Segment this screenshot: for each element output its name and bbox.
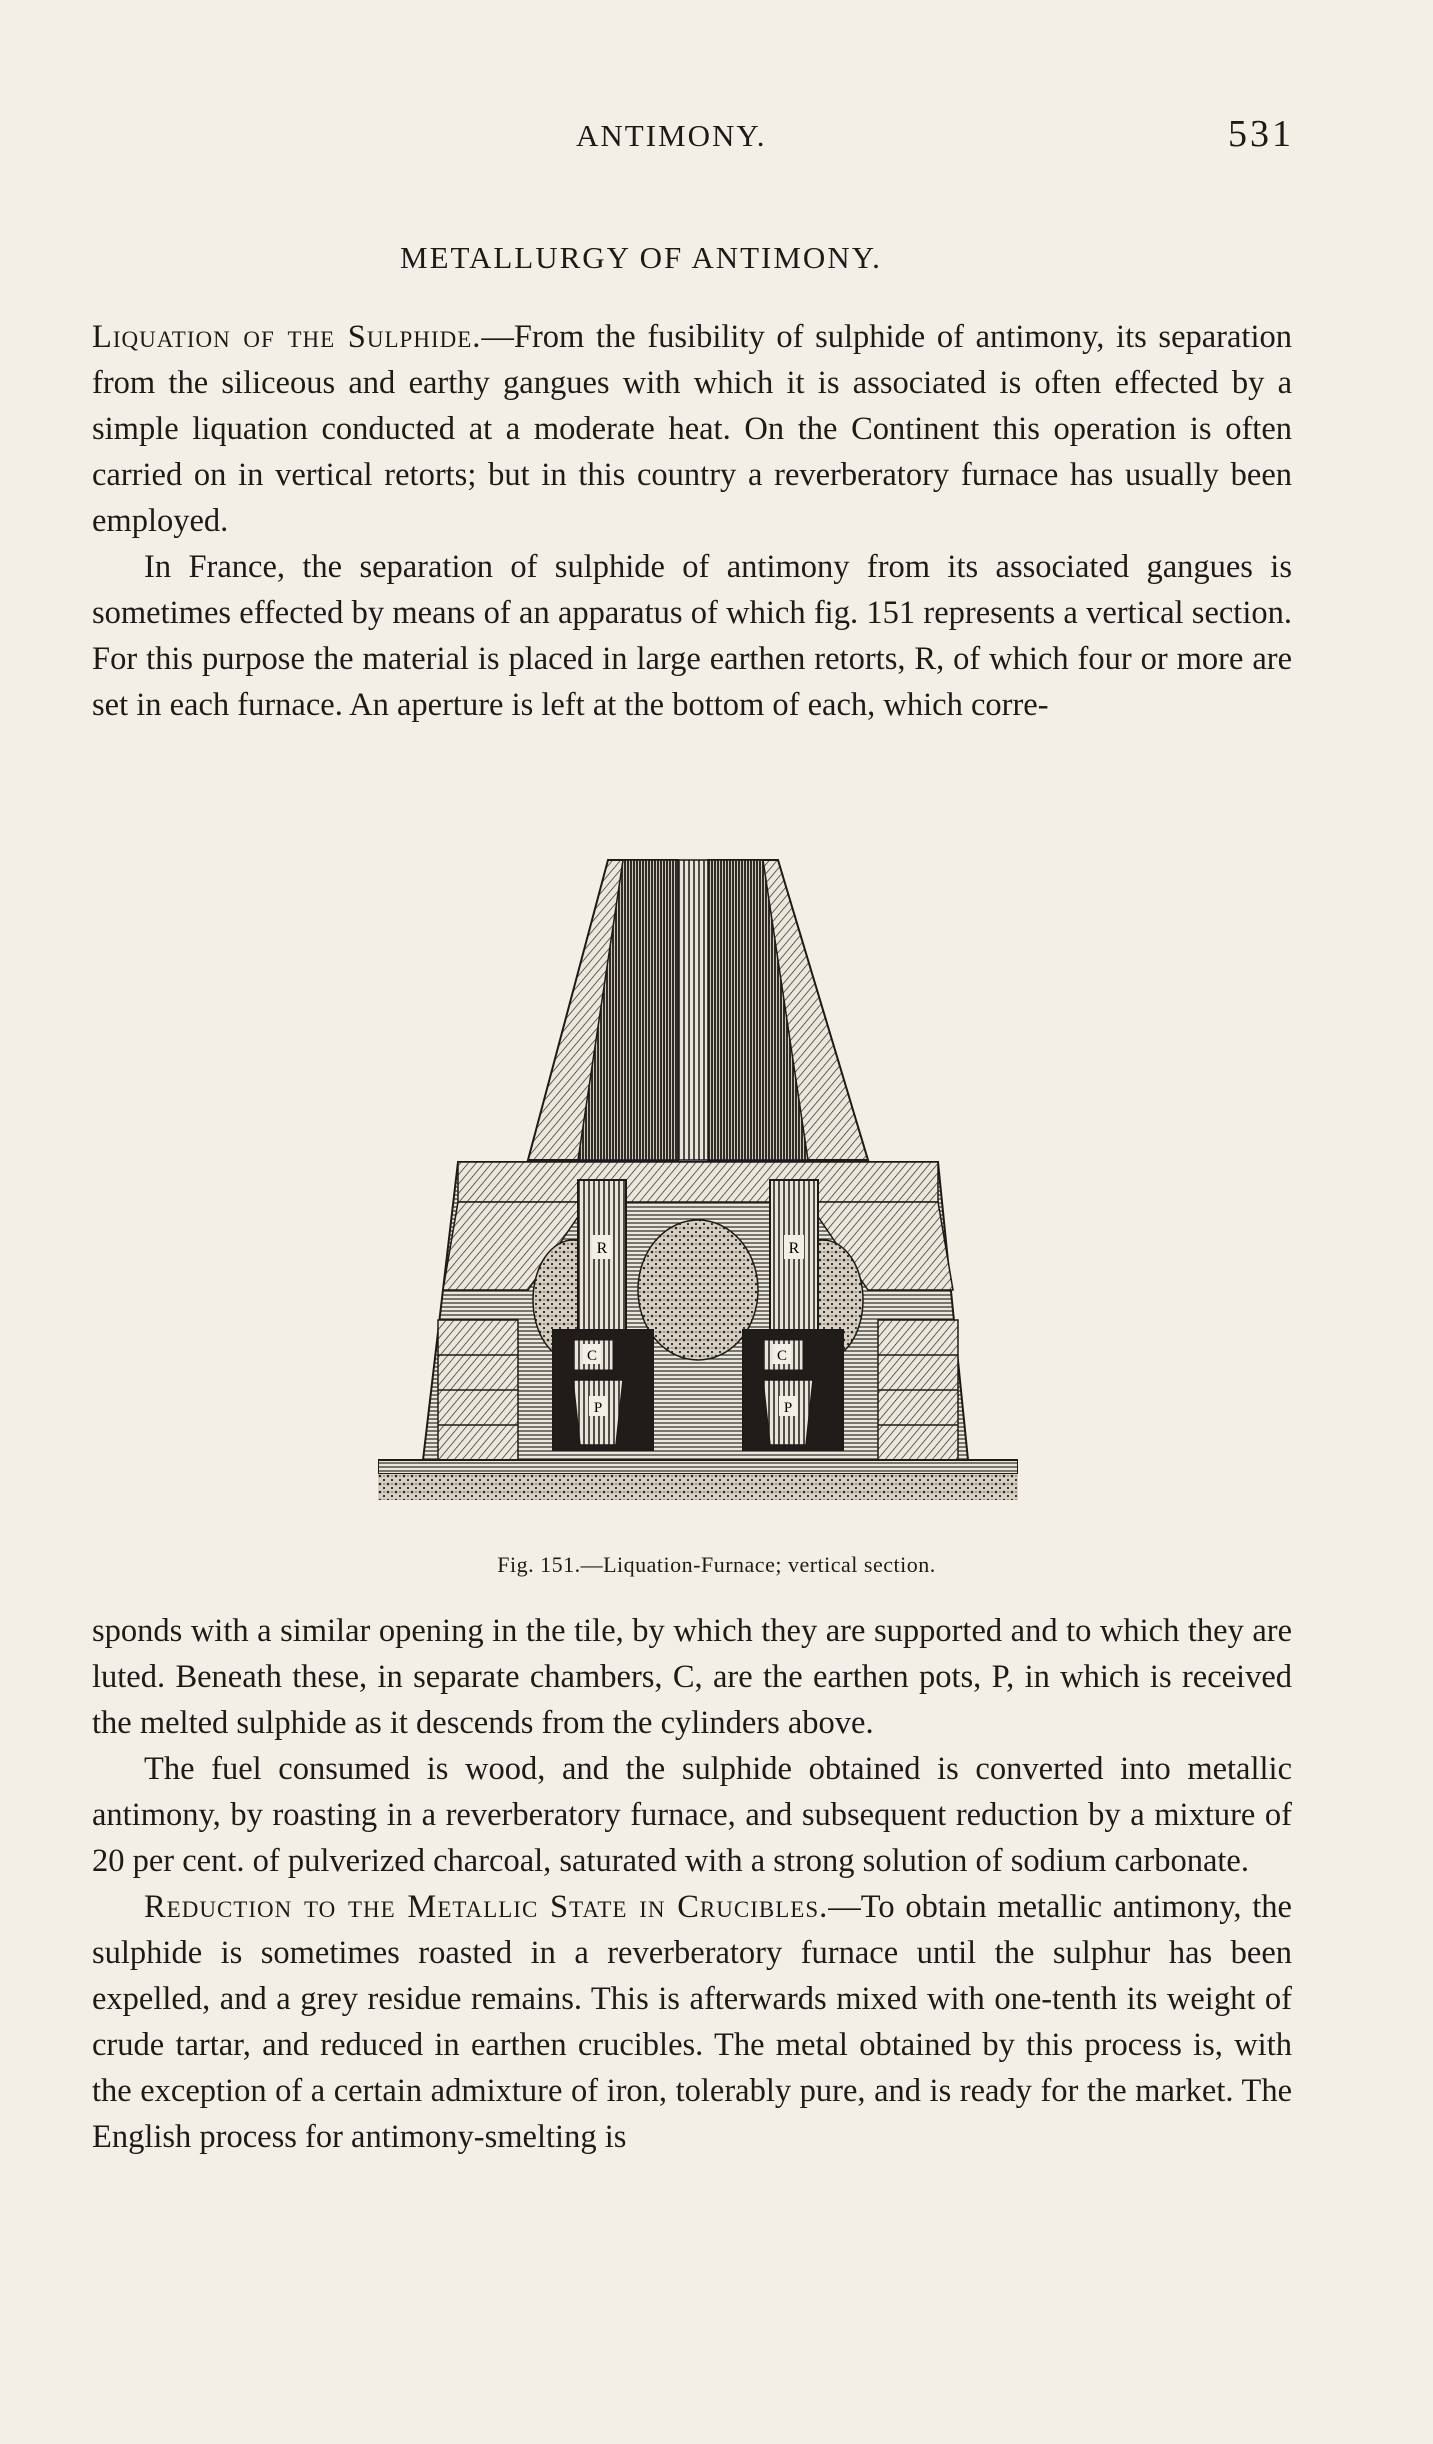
running-head [0,113,1433,158]
label-p-right: P [783,1400,793,1416]
text-block-top [92,314,1292,728]
label-r-left: R [596,1240,608,1257]
label-p-left: P [593,1400,603,1416]
section-title: METALLURGY OF ANTIMONY. [400,240,882,275]
label-c-right: C [776,1348,788,1364]
label-c-left: C [586,1348,598,1364]
paragraph-reduction [92,1884,1292,2160]
paragraph-text: The fuel consumed is wood, and the sulphide obtained is converted into metallic antimony, by roasting in a reverberatory furnace, and subsequent reduction by a mixture of 20 per cent. of pulverized charcoal, saturated with a strong solution of sodium carbonate. [92,1751,1292,1879]
paragraph-text: In France, the separation of sulphide of antimony from its associated gangues is sometimes effected by means of an apparatus of which fig. 151 represents a vertical section. For this purpose the material is placed in large earthen retorts, R, of which four or more are set in each furnace. An aperture is left at the bottom of each, which corre- [92,549,1292,723]
paragraph-continuation [92,1608,1292,1746]
paragraph-text: —From the fusibility of sulphide of antimony, its separation from the siliceous and earthy gangues with which it is associated is often effected by a simple liquation conducted at a moderate heat. On the Continent this operation is often carried on in vertical retorts; but in this country a reverberatory furnace has usually been employed. [92,319,1292,539]
paragraph-text: sponds with a similar opening in the tile, by which they are supported and to which they are luted. Beneath these, in separate chambers, C, are the earthen pots, P, in which is received the melted sulphide as it descends from the cylinders above. [92,1613,1292,1741]
text-block-bottom [92,1608,1292,2160]
paragraph-france [92,544,1292,728]
paragraph-text: —To obtain metallic antimony, the sulphide is sometimes roasted in a reverberatory furnace until the sulphur has been expelled, and a grey residue remains. This is afterwards mixed with one-tenth its weight of crude tartar, and reduced in earthen crucibles. The metal obtained by this process is, with the exception of a certain admixture of iron, tolerably pure, and is ready for the market. The English process for antimony-smelting is [92,1889,1292,2155]
paragraph-heading: Liquation of the Sulphide. [92,319,482,355]
figure-liquation-furnace [378,850,1018,1530]
paragraph-liquation [92,314,1292,544]
furnace-engraving [378,850,1018,1530]
paragraph-heading: Reduction to the Metallic State in Crucibles. [144,1889,829,1925]
label-r-right: R [788,1240,800,1257]
figure-caption: Fig. 151.—Liquation-Furnace; vertical section. [497,1552,936,1577]
page-number: 531 [1228,113,1294,155]
paragraph-fuel [92,1746,1292,1884]
running-head-title: ANTIMONY. [576,118,767,153]
